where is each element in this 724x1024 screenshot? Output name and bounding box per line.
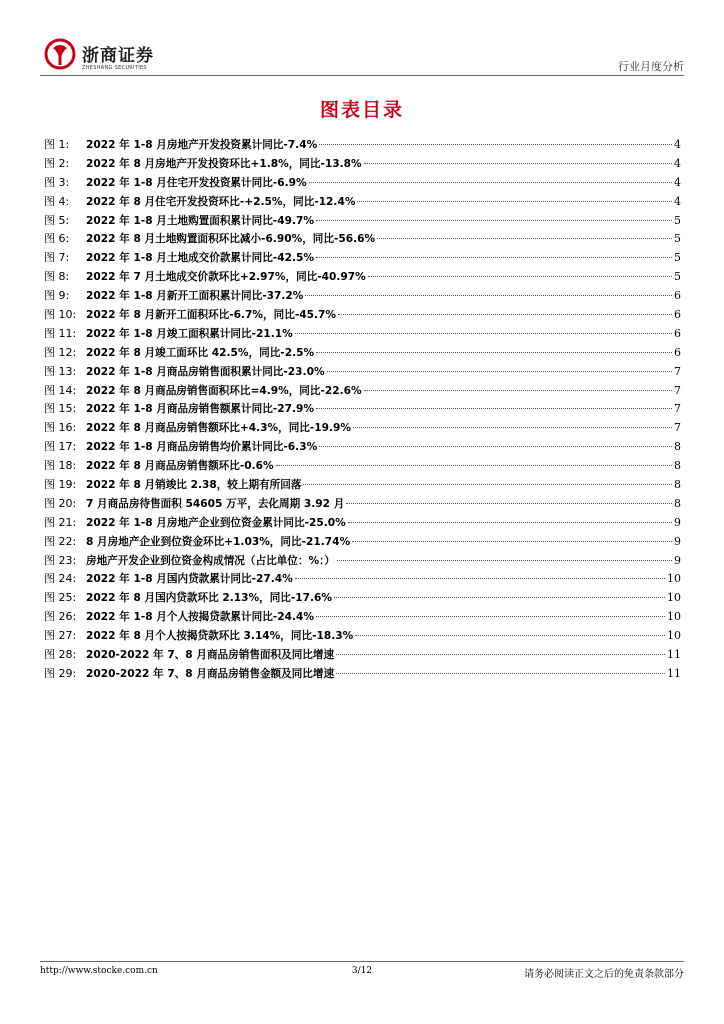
toc-figure-number: 图 1: [44,138,70,151]
toc-figure-title: 2022 年 1-8 月个人按揭贷款累计同比-24.4% [86,611,314,624]
toc-figure-title: 2022 年 1-8 月竣工面积累计同比-21.1% [86,327,293,340]
toc-figure-title: 2022 年 1-8 月国内贷款累计同比-27.4% [86,573,293,586]
toc-entry[interactable] [44,382,681,401]
toc-figure-title: 2022 年 8 月个人按揭贷款环比 3.14%，同比-18.3% [86,630,354,643]
toc-entry[interactable] [44,306,681,325]
toc-dot-leader [276,465,672,466]
toc-figure-title: 2022 年 8 月竣工面环比 42.5%，同比-2.5% [86,346,315,359]
toc-figure-number: 图 5: [44,213,70,227]
toc-figure-number: 图 27: [44,629,77,643]
toc-figure-number: 图 20: [44,496,77,510]
toc-page-number: 7 [674,364,681,378]
toc-dot-leader [303,484,672,485]
toc-dot-leader [355,635,665,636]
page-header [40,36,684,80]
toc-page-number: 4 [674,175,681,189]
toc-entry[interactable] [44,589,681,608]
toc-figure-number: 图 29: [44,666,77,680]
toc-entry[interactable] [44,552,681,571]
toc-figure-number: 图 16: [44,421,77,435]
toc-entry[interactable] [44,570,681,589]
toc-dot-leader [295,578,665,579]
toc-dot-leader [316,257,672,258]
toc-figure-title: 2020-2022 年 7、8 月商品房销售金额及同比增速 [86,667,335,680]
company-name: 浙商证券 [82,46,154,66]
toc-page-number: 6 [674,308,681,322]
toc-figure-title: 2022 年 8 月住宅开发投资环比-+2.5%，同比-12.4% [86,195,356,208]
toc-entry[interactable] [44,268,681,287]
toc-page-number: 5 [674,213,681,227]
toc-entry[interactable] [44,249,681,268]
toc-page-number: 9 [674,553,681,567]
toc-entry[interactable] [44,457,681,476]
toc-figure-title: 2022 年 7 月土地成交价款环比+2.97%，同比-40.97% [86,271,366,284]
toc-figure-number: 图 26: [44,610,77,624]
toc-figure-title: 8 月房地产企业到位资金环比+1.03%，同比-21.74% [86,535,351,548]
toc-dot-leader [364,163,672,164]
toc-figure-number: 图 2: [44,156,70,170]
toc-dot-leader [336,673,665,674]
toc-page-number: 8 [674,459,681,473]
toc-entry[interactable] [44,174,681,193]
toc-dot-leader [319,144,672,145]
toc-entry[interactable] [44,476,681,495]
toc-entry[interactable] [44,344,681,363]
toc-entry[interactable] [44,608,681,627]
toc-entry[interactable] [44,136,681,155]
toc-dot-leader [316,220,672,221]
company-name-en: ZHESHANG SECURITIES [82,65,147,71]
toc-figure-number: 图 21: [44,515,77,529]
footer-page-number: 3/12 [351,966,373,976]
toc-dot-leader [305,295,672,296]
toc-page-number: 7 [674,421,681,435]
toc-figure-number: 图 12: [44,345,77,359]
toc-figure-number: 图 22: [44,534,77,548]
toc-page-number: 6 [674,326,681,340]
toc-figure-title: 2020-2022 年 7、8 月商品房销售面积及同比增速 [86,649,335,662]
toc-entry[interactable] [44,495,681,514]
toc-page-number: 5 [674,232,681,246]
toc-entry[interactable] [44,400,681,419]
toc-figure-title: 2022 年 8 月国内贷款环比 2.13%，同比-17.6% [86,592,333,605]
toc-dot-leader [334,597,665,598]
toc-figure-title: 7 月商品房待售面积 54605 万平，去化周期 3.92 月 [86,497,345,510]
toc-dot-leader [348,522,672,523]
toc-entry[interactable] [44,155,681,174]
toc-entry[interactable] [44,438,681,457]
toc-figure-number: 图 10: [44,308,77,322]
header-divider [40,75,684,76]
toc-page-number: 5 [674,251,681,265]
zheshang-logo-icon [44,38,76,70]
toc-figure-title: 2022 年 1-8 月商品房销售面积累计同比-23.0% [86,365,325,378]
toc-page-number: 9 [674,534,681,548]
toc-dot-leader [316,408,672,409]
toc-figure-title: 2022 年 8 月销竣比 2.38，较上期有所回落 [86,479,302,492]
toc-entry[interactable] [44,514,681,533]
toc-entry[interactable] [44,363,681,382]
toc-entry[interactable] [44,230,681,249]
toc-dot-leader [357,201,672,202]
toc-figure-number: 图 18: [44,459,77,473]
toc-dot-leader [316,616,665,617]
toc-page-number: 8 [674,478,681,492]
toc-figure-title: 2022 年 8 月土地购置面积环比减小-6.90%，同比-56.6% [86,233,376,246]
toc-figure-number: 图 3: [44,175,70,189]
toc-figure-title: 2022 年 8 月房地产开发投资环比+1.8%，同比-13.8% [86,157,362,170]
toc-dot-leader [368,276,672,277]
toc-figure-number: 图 13: [44,364,77,378]
toc-entry[interactable] [44,665,681,684]
toc-figure-number: 图 4: [44,194,70,208]
toc-page-number: 4 [674,194,681,208]
toc-page-number: 11 [667,666,681,680]
company-logo [40,36,240,80]
toc-page-number: 5 [674,270,681,284]
toc-figure-number: 图 6: [44,232,70,246]
toc-dot-leader [309,182,672,183]
toc-dot-leader [352,541,672,542]
toc-figure-title: 2022 年 8 月商品房销售面积环比=4.9%，同比-22.6% [86,384,362,397]
toc-figure-title: 2022 年 1-8 月土地购置面积累计同比-49.7% [86,214,314,227]
toc-entry[interactable] [44,325,681,344]
footer-url[interactable]: http://www.stocke.com.cn [40,966,158,976]
toc-figure-title: 2022 年 8 月商品房销售额环比+4.3%，同比-19.9% [86,422,352,435]
footer-divider [40,961,684,962]
toc-figure-title: 2022 年 8 月新开工面积环比-6.7%，同比-45.7% [86,309,336,322]
toc-figure-number: 图 25: [44,591,77,605]
toc-dot-leader [336,654,665,655]
toc-page-number: 6 [674,289,681,303]
toc-figure-title: 2022 年 8 月商品房销售额环比-0.6% [86,460,274,473]
toc-dot-leader [316,352,672,353]
toc-entry[interactable] [44,193,681,212]
toc-dot-leader [364,390,672,391]
toc-figure-title: 2022 年 1-8 月商品房销售均价累计同比-6.3% [86,441,318,454]
toc-figure-number: 图 17: [44,440,77,454]
toc-page-number: 7 [674,383,681,397]
toc-entry[interactable] [44,212,681,231]
document-type: 行业月度分析 [618,60,684,73]
toc-figure-title: 房地产开发企业到位资金构成情况（占比单位：%：） [86,554,335,567]
toc-figure-number: 图 28: [44,648,77,662]
toc-entry[interactable] [44,419,681,438]
toc-page-number: 6 [674,345,681,359]
toc-dot-leader [327,371,672,372]
page-title: 图表目录 [319,99,404,121]
toc-figure-number: 图 23: [44,553,77,567]
toc-figure-title: 2022 年 1-8 月住宅开发投资累计同比-6.9% [86,176,307,189]
toc-figure-number: 图 11: [44,326,77,340]
toc-page-number: 4 [674,156,681,170]
toc-dot-leader [338,314,672,315]
toc-figure-number: 图 15: [44,402,77,416]
toc-figure-number: 图 7: [44,251,70,265]
toc-figure-number: 图 14: [44,383,77,397]
toc-page-number: 10 [667,572,681,586]
toc-figure-title: 2022 年 1-8 月房地产企业到位资金累计同比-25.0% [86,516,346,529]
toc-figure-title: 2022 年 1-8 月房地产开发投资累计同比-7.4% [86,139,318,151]
toc-entry[interactable] [44,533,681,552]
toc-page-number: 7 [674,402,681,416]
toc-figure-number: 图 9: [44,289,70,303]
toc-figure-title: 2022 年 1-8 月土地成交价款累计同比-42.5% [86,252,314,265]
toc-figure-title: 2022 年 1-8 月商品房销售额累计同比-27.9% [86,403,314,416]
toc-dot-leader [295,333,672,334]
toc-dot-leader [346,503,672,504]
footer-disclaimer: 请务必阅读正文之后的免责条款部分 [524,969,684,980]
toc-page-number: 8 [674,440,681,454]
toc-page-number: 9 [674,515,681,529]
toc-page-number: 8 [674,496,681,510]
toc-figure-title: 2022 年 1-8 月新开工面积累计同比-37.2% [86,290,304,303]
toc-dot-leader [377,238,672,239]
figure-toc [44,136,681,684]
toc-dot-leader [337,560,672,561]
toc-dot-leader [353,427,672,428]
toc-figure-number: 图 24: [44,572,77,586]
toc-entry[interactable] [44,287,681,306]
toc-page-number: 10 [667,610,681,624]
toc-page-number: 10 [667,629,681,643]
toc-figure-number: 图 19: [44,478,77,492]
toc-figure-number: 图 8: [44,270,70,284]
toc-page-number: 10 [667,591,681,605]
toc-entry[interactable] [44,646,681,665]
toc-entry[interactable] [44,627,681,646]
toc-dot-leader [319,446,672,447]
toc-page-number: 11 [667,648,681,662]
toc-page-number: 4 [674,138,681,151]
